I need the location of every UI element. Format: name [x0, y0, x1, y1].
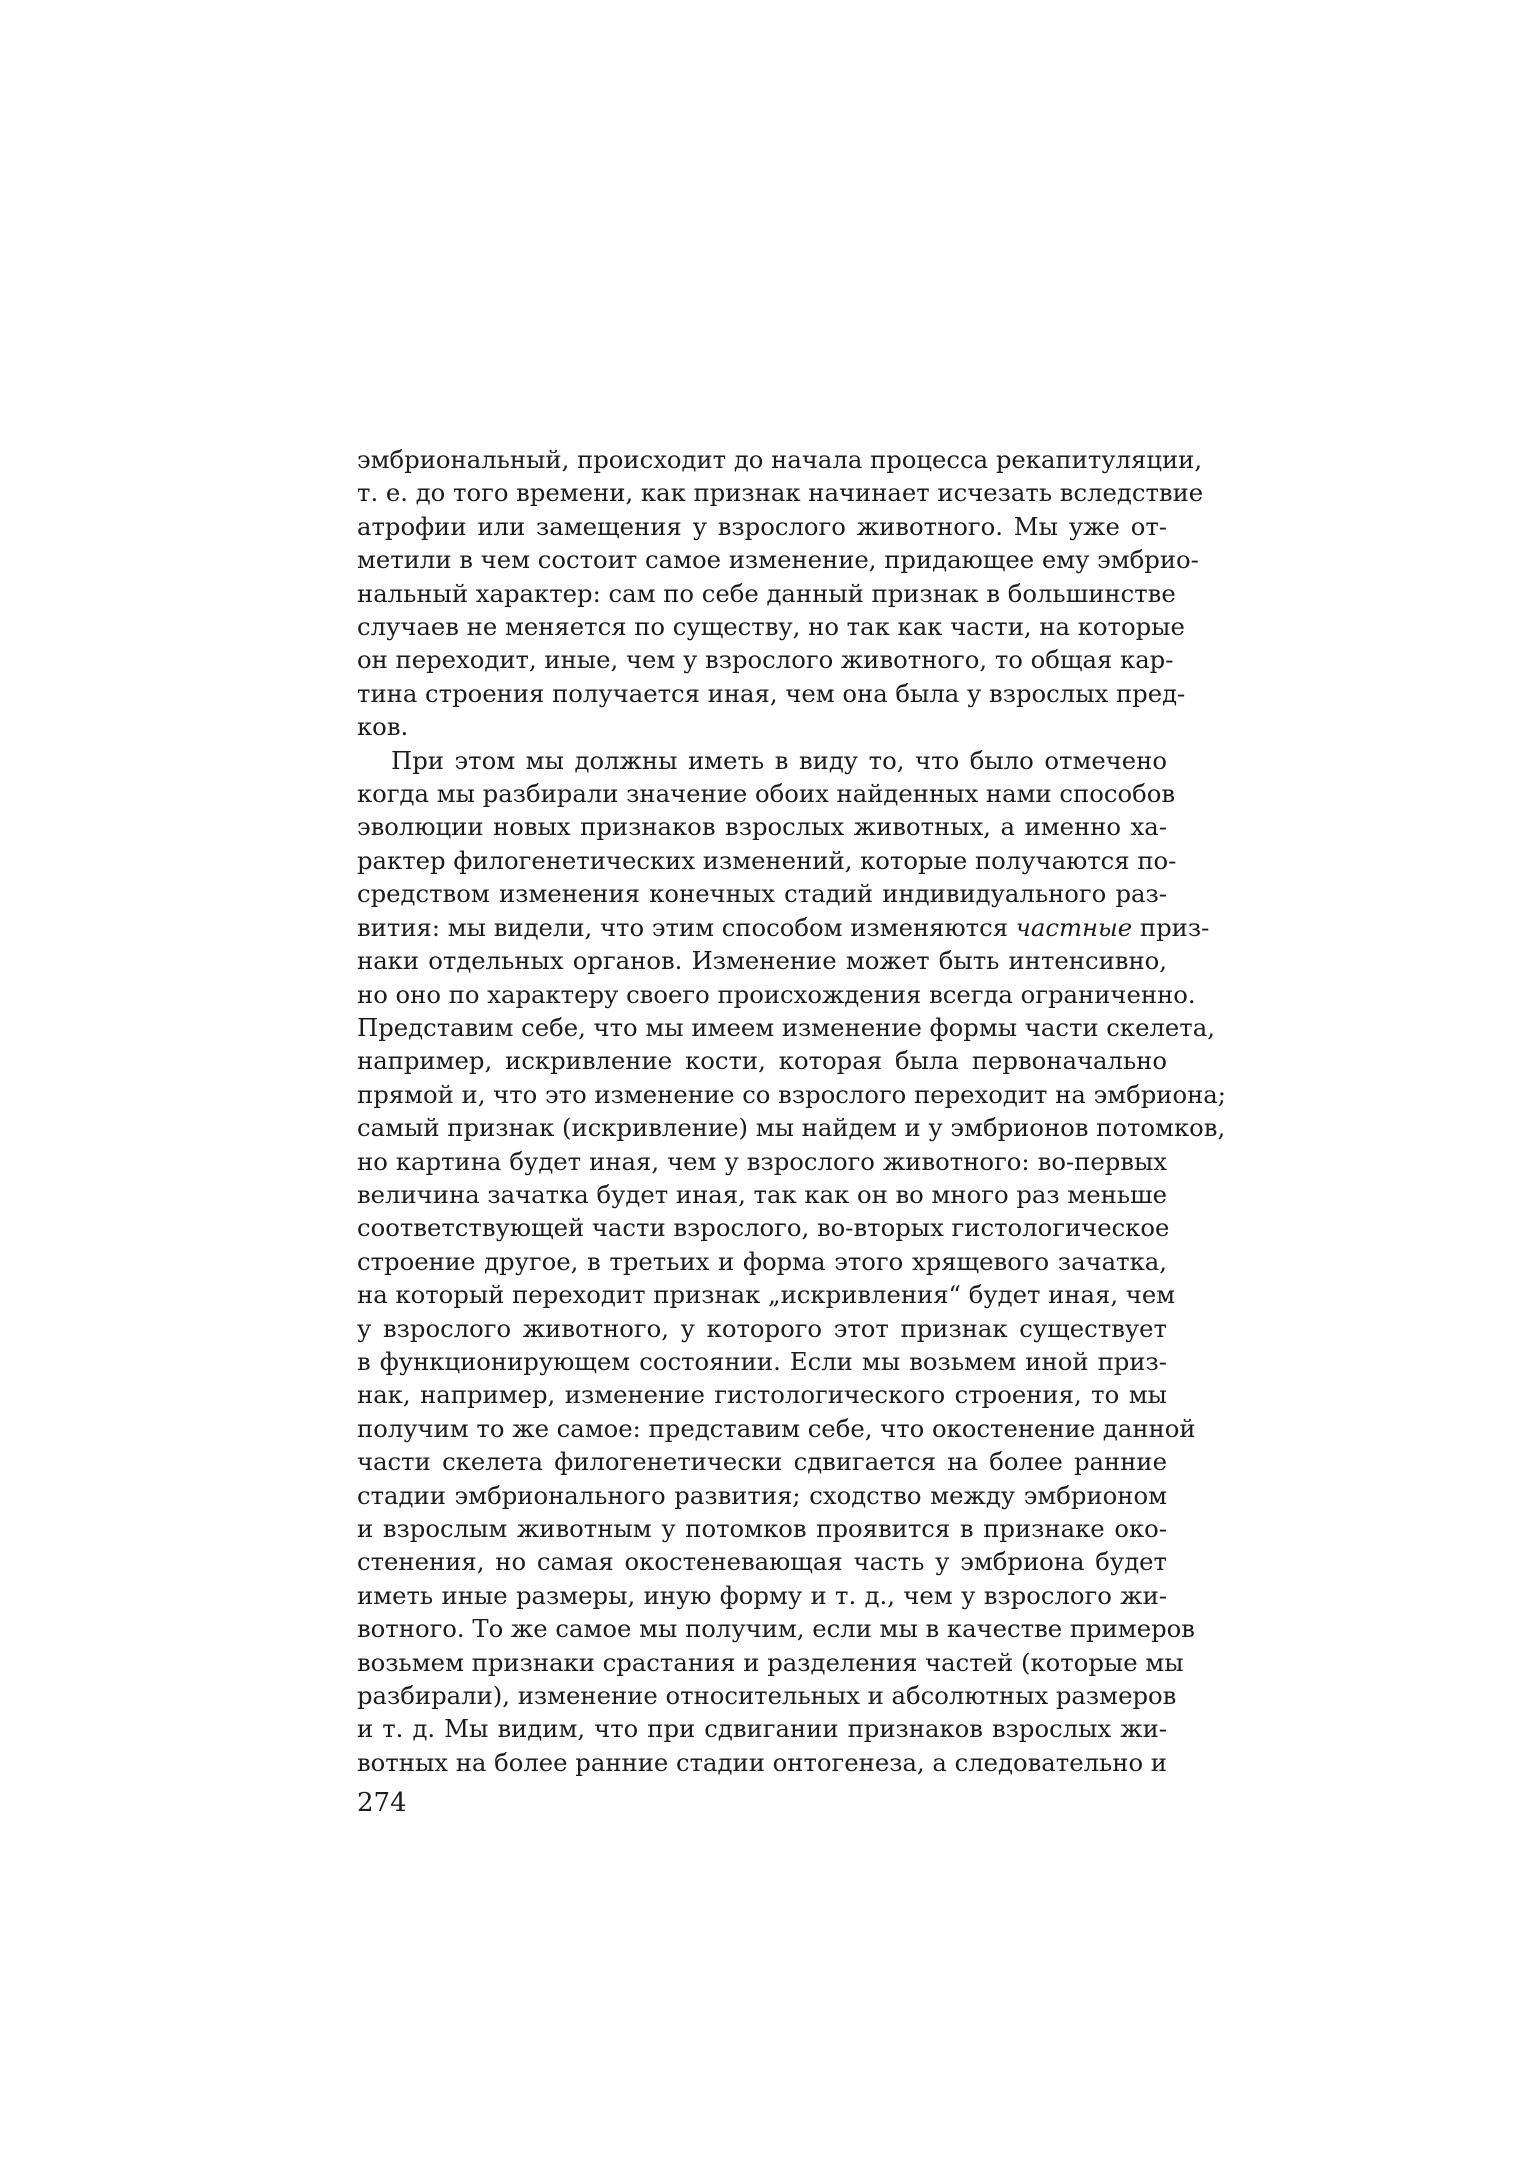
text-line: самый признак (искривление) мы найдем и у эмбрионов потомков, — [357, 1113, 1226, 1143]
text-line: вотного. То же самое мы получим, если мы в качестве примеров — [357, 1614, 1195, 1644]
text-line: т. е. до того времени, как признак начинает исчезать вследствие — [357, 478, 1204, 508]
text-line: части скелета филогенетически сдвигается на более ранние — [357, 1447, 1167, 1477]
text-line: на который переходит признак „искривления“ будет иная, чем — [357, 1280, 1176, 1310]
text-line: величина зачатка будет иная, так как он во много раз меньше — [357, 1179, 1168, 1209]
text-line: но оно по характеру своего происхождения всегда ограниченно. — [357, 979, 1196, 1009]
text-line: стенения, но самая окостеневающая часть у эмбриона будет — [357, 1547, 1167, 1577]
text-line: рактер филогенетических изменений, которые получаются по- — [357, 845, 1177, 875]
text-line: случаев не меняется по существу, но так как части, на которые — [357, 612, 1185, 642]
text-line: эмбриональный, происходит до начала процесса рекапитуляции, — [357, 445, 1203, 474]
text-line: иметь иные размеры, иную форму и т. д., чем у взрослого жи- — [357, 1580, 1167, 1610]
text-line: он переходит, иные, чем у взрослого животного, то общая кар- — [357, 645, 1174, 675]
text-line: строение другое, в третьих и форма этого хрящевого зачатка, — [357, 1246, 1167, 1276]
text-line: разбирали), изменение относительных и абсолютных размеров — [357, 1681, 1177, 1711]
text-line: тина строения получается иная, чем она была у взрослых пред- — [357, 678, 1186, 708]
text-line: нальный характер: сам по себе данный признак в большинстве — [357, 578, 1176, 608]
text-line: При этом мы должны иметь в виду то, что было отмечено — [391, 745, 1167, 775]
text-line: вотных на более ранние стадии онтогенеза, а следовательно и — [357, 1747, 1167, 1777]
text-line: соответствующей части взрослого, во-вторых гистологическое — [357, 1213, 1170, 1243]
text-line: и взрослым животным у потомков проявится в признаке око- — [357, 1514, 1167, 1543]
text-line: средством изменения конечных стадий индивидуального раз- — [357, 879, 1167, 909]
text-line: возьмем признаки срастания и разделения частей (которые мы — [357, 1647, 1184, 1677]
text-line: в функционирующем состоянии. Если мы возьмем иной приз- — [357, 1346, 1167, 1376]
text-line: ков. — [357, 712, 409, 742]
text-line: атрофии или замещения у взрослого животного. Мы уже от- — [357, 511, 1167, 541]
body-text — [357, 443, 1226, 1779]
text-line: но картина будет иная, чем у взрослого животного: во-первых — [357, 1146, 1167, 1176]
text-line: прямой и, что это изменение со взрослого переходит на эмбриона; — [357, 1079, 1226, 1109]
text-line: наки отдельных органов. Изменение может быть интенсивно, — [357, 946, 1167, 976]
text-line: Представим себе, что мы имеем изменение формы части скелета, — [357, 1012, 1215, 1042]
text-line: вития: мы видели, что этим способом изменяются частные приз- — [357, 912, 1210, 942]
text-line: и т. д. Мы видим, что при сдвигании признаков взрослых жи- — [357, 1714, 1167, 1744]
text-line: метили в чем состоит самое изменение, придающее ему эмбрио- — [357, 545, 1199, 575]
page-number: 274 — [357, 1788, 407, 1818]
text-line: нак, например, изменение гистологического строения, то мы — [357, 1380, 1167, 1410]
text-line: получим то же самое: представим себе, что окостенение данной — [357, 1413, 1196, 1443]
text-line: у взрослого животного, у которого этот признак существует — [357, 1313, 1167, 1343]
text-line: стадии эмбрионального развития; сходство между эмбрионом — [357, 1480, 1167, 1510]
text-line: эволюции новых признаков взрослых животных, а именно ха- — [357, 812, 1167, 842]
text-line: когда мы разбирали значение обоих найденных нами способов — [357, 779, 1176, 809]
text-line: например, искривление кости, которая была первоначально — [357, 1046, 1167, 1076]
